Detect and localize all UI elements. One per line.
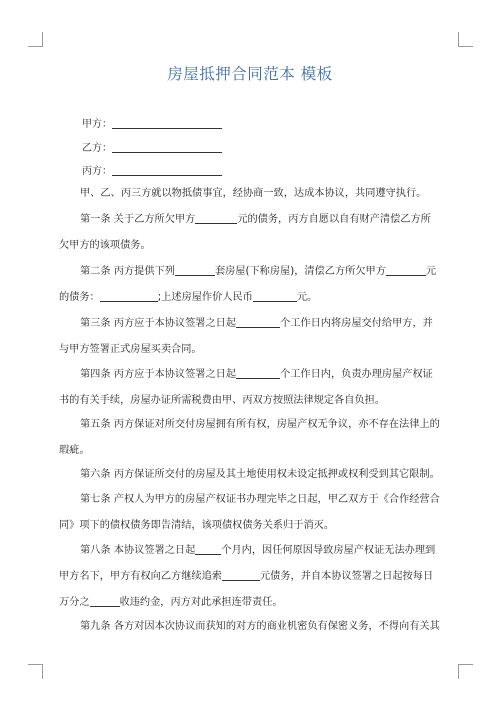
crop-mark-top-right: [458, 32, 473, 47]
party-a-line: [82, 117, 222, 132]
clause-2: 第二条 丙方提供下列 套房屋(下称房屋)，清偿乙方所欠甲方 元的债务： ;上述房屋作价人民币 元。: [59, 266, 437, 303]
blank: [195, 212, 237, 224]
clause-5: 第五条 丙方保证对所交付房屋拥有所有权，房屋产权无争议，亦不存在法律上的瑕疵。: [59, 419, 440, 456]
crop-mark-bottom-left: [28, 664, 43, 679]
party-b-label: 乙方：: [82, 143, 112, 154]
clause-4: 第四条 丙方应于本协议签署之日起 个工作日内，负责办理房屋产权证书的有关手续，房屋办证所需税费由甲、丙双方按照法律规定各自负担。: [59, 369, 433, 406]
blank: [222, 569, 260, 581]
blank: [236, 316, 280, 328]
clause-9: 第九条 各方对因本次协议而获知的对方的商业机密负有保密义务，不得向有关其: [80, 621, 440, 632]
party-b-line: [82, 141, 222, 156]
clause-3: 第三条 丙方应于本协议签署之日起 个工作日内将房屋交付给甲方，并与甲方签署正式房屋买卖合同。: [59, 318, 433, 355]
party-a-label: 甲方：: [82, 119, 112, 130]
party-a-blank: [112, 117, 222, 129]
clause-6: 第六条 丙方保证所交付的房屋及其土地使用权未设定抵押或权利受到其它限制。: [80, 469, 440, 480]
crop-mark-top-left: [28, 32, 43, 47]
clause-8: 第八条 本协议签署之日起 个月内，因任何原因导致房屋产权证无法办理到甲方名下，甲方有权向乙方继续追索 元债务，并自本协议签署之日起按每日万分之 收违约金，丙方对此承担连带责任。: [59, 545, 436, 608]
clause-1: 第一条 关于乙方所欠甲方 元的债务，丙方自愿以自有财产清偿乙方所欠甲方的该项债务。: [59, 214, 431, 251]
blank: [195, 543, 221, 555]
party-c-blank: [112, 164, 222, 176]
crop-mark-bottom-right: [458, 664, 473, 679]
party-b-blank: [112, 141, 222, 153]
party-c-line: [82, 164, 222, 179]
clause-7: 第七条 产权人为甲方的房屋产权证书办理完毕之日起，甲乙双方于《合作经营合同》项下的债权债务即告清结，该项债权债务关系归于消灭。: [59, 494, 440, 531]
blank: [386, 264, 426, 276]
party-c-label: 丙方：: [82, 166, 112, 177]
blank: [175, 264, 215, 276]
blank: [236, 367, 280, 379]
intro-paragraph: 甲、乙、丙三方就以物抵债事宜，经协商一致，达成本协议，共同遵守执行。: [80, 188, 427, 199]
blank: [100, 290, 158, 302]
document-title: 房屋抵押合同范本 模板: [167, 65, 333, 83]
blank: [253, 290, 297, 302]
blank: [90, 595, 120, 607]
